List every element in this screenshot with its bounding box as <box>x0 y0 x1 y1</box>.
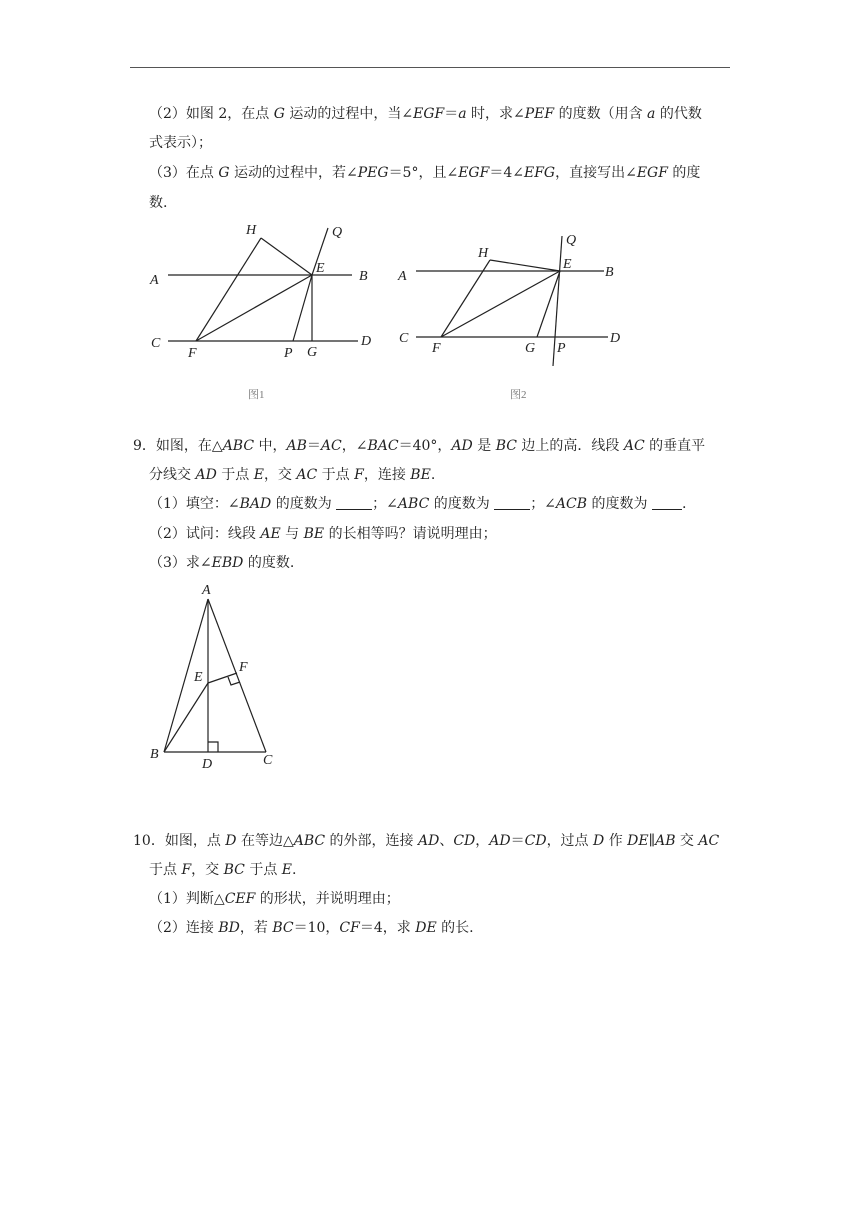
fig1-label-G: G <box>307 345 318 360</box>
fig1-label-Q: Q <box>332 225 343 240</box>
fig2-label-E: E <box>563 257 572 272</box>
fig1-label-E: E <box>316 261 325 276</box>
fig1-label-B: B <box>359 269 368 284</box>
q8-part3-line1: （3）在点 G 运动的过程中，若∠PEG＝5°，且∠EGF＝4∠EFG，直接写出∠EGF 的度 <box>149 165 701 181</box>
fig1-label-F: F <box>188 346 197 361</box>
q9-line1: 9．如图，在△ABC 中，AB＝AC，∠BAC＝40°，AD 是 BC 边上的高．线段 AC 的垂直平 <box>133 438 706 454</box>
q8-part2-line2: 式表示）； <box>149 135 212 151</box>
fig1-label-P: P <box>284 346 293 361</box>
q9-part1: （1）填空：∠BAD 的度数为 ；∠ABC 的度数为 ；∠ACB 的度数为 . <box>149 496 687 512</box>
q9-part3: （3）求∠EBD 的度数. <box>149 555 295 571</box>
fig2-label-P: P <box>557 341 566 356</box>
q9-fig-label-F: F <box>239 660 248 675</box>
q9-line2: 分线交 AD 于点 E，交 AC 于点 F，连接 BE. <box>149 467 436 483</box>
q9-fig-label-D: D <box>202 757 213 772</box>
fig2-label-D: D <box>610 331 621 346</box>
q9-fig-label-C: C <box>263 753 273 768</box>
q9-part2: （2）试问：线段 AE 与 BE 的长相等吗？请说明理由； <box>149 526 497 542</box>
q8-part2-line1: （2）如图 2，在点 G 运动的过程中，当∠EGF＝a 时，求∠PEF 的度数（用含 a 的代数 <box>149 106 702 122</box>
q8-part3-line2: 数. <box>149 195 168 211</box>
fig1-caption: 图1 <box>248 389 265 401</box>
fig2-caption: 图2 <box>510 389 527 401</box>
fig2-label-Q: Q <box>566 233 577 248</box>
q10-part2: （2）连接 BD，若 BC＝10，CF＝4，求 DE 的长. <box>149 920 474 936</box>
q10-line2: 于点 F，交 BC 于点 E. <box>149 862 297 878</box>
fig2-label-B: B <box>605 265 614 280</box>
fig2-label-F: F <box>432 341 441 356</box>
fig1-label-C: C <box>151 336 161 351</box>
fig2-label-C: C <box>399 331 409 346</box>
q9-fig-label-B: B <box>150 747 159 762</box>
fig2-label-H: H <box>478 246 489 261</box>
fig1-label-H: H <box>246 223 257 238</box>
fig2-label-G: G <box>525 341 536 356</box>
fig1-label-A: A <box>150 273 159 288</box>
q10-part1: （1）判断△CEF 的形状，并说明理由； <box>149 891 400 907</box>
q10-line1: 10．如图，点 D 在等边△ABC 的外部，连接 AD、CD，AD＝CD，过点 D 作 DE∥AB 交 AC <box>133 833 720 849</box>
q9-fig-label-A: A <box>202 583 211 598</box>
fig1-label-D: D <box>361 334 372 349</box>
q9-fig-label-E: E <box>194 670 203 685</box>
fig2-label-A: A <box>398 269 407 284</box>
